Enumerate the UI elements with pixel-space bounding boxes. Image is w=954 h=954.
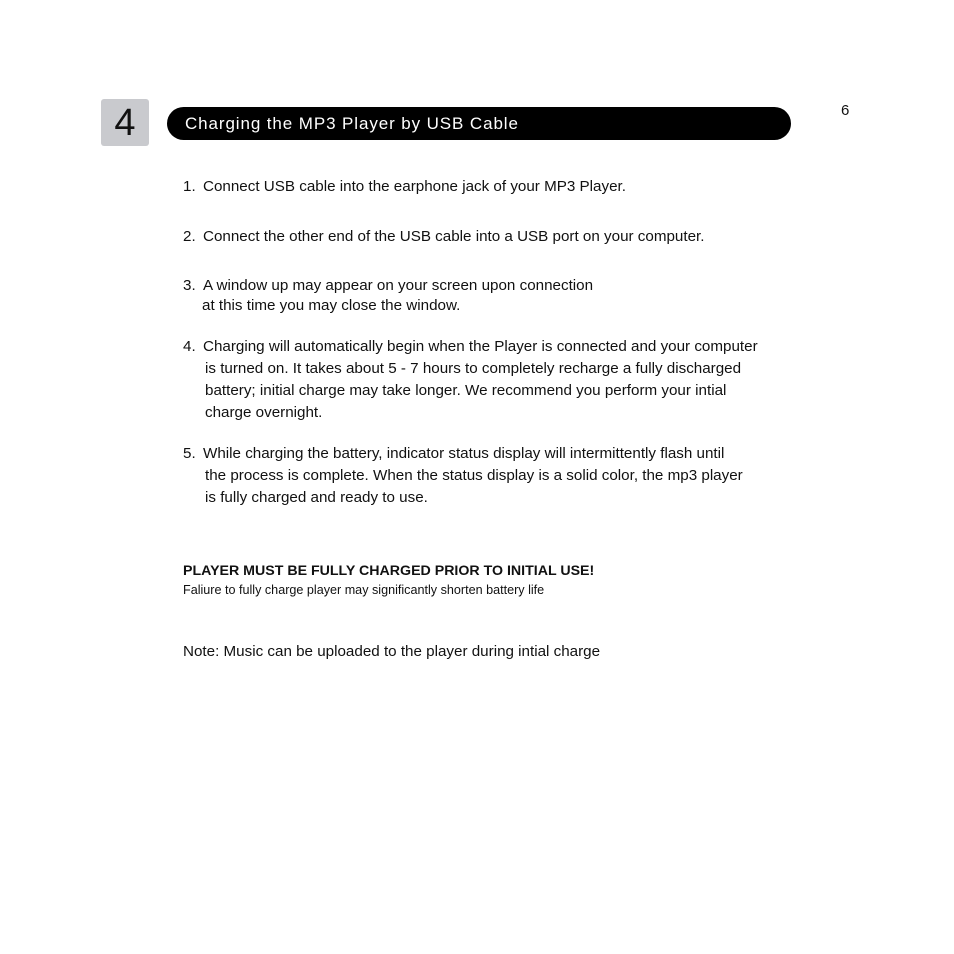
step-number: 4. (183, 338, 196, 355)
step-text-line: Charging will automatically begin when the Player is connected and your computer (203, 338, 758, 355)
step-text-line: at this time you may close the window. (202, 297, 461, 314)
step-text-line: Connect USB cable into the earphone jack of your MP3 Player. (203, 178, 626, 195)
instruction-step-3 (183, 276, 593, 316)
step-number: 5. (183, 445, 196, 462)
instruction-step-4 (183, 336, 758, 424)
step-number: 2. (183, 228, 196, 245)
warning-subtext: Faliure to fully charge player may significantly shorten battery life (183, 583, 545, 597)
section-title: Charging the MP3 Player by USB Cable (185, 113, 519, 133)
instruction-step-5 (183, 443, 743, 509)
section-title-bar (167, 107, 791, 140)
step-text-line: Connect the other end of the USB cable into a USB port on your computer. (203, 228, 705, 245)
warning-heading: PLAYER MUST BE FULLY CHARGED PRIOR TO INITIAL USE! (183, 563, 595, 579)
instruction-step-2 (183, 226, 704, 248)
section-number-badge (101, 99, 149, 146)
step-text-line: charge overnight. (205, 404, 323, 421)
step-number: 1. (183, 178, 196, 195)
charging-note: Note: Music can be uploaded to the player during intial charge (183, 643, 601, 660)
section-number: 4 (114, 101, 136, 144)
step-text-line: While charging the battery, indicator status display will intermittently flash until (203, 445, 725, 462)
step-text-line: A window up may appear on your screen upon connection (203, 277, 594, 294)
step-text-line: battery; initial charge may take longer. We recommend you perform your intial (205, 382, 727, 399)
page-number: 6 (841, 102, 850, 119)
step-number: 3. (183, 277, 196, 294)
step-text-line: the process is complete. When the status display is a solid color, the mp3 player (205, 467, 743, 484)
step-text-line: is turned on. It takes about 5 - 7 hours to completely recharge a fully discharged (205, 360, 742, 377)
instruction-step-1 (183, 176, 626, 198)
step-text-line: is fully charged and ready to use. (205, 489, 428, 506)
